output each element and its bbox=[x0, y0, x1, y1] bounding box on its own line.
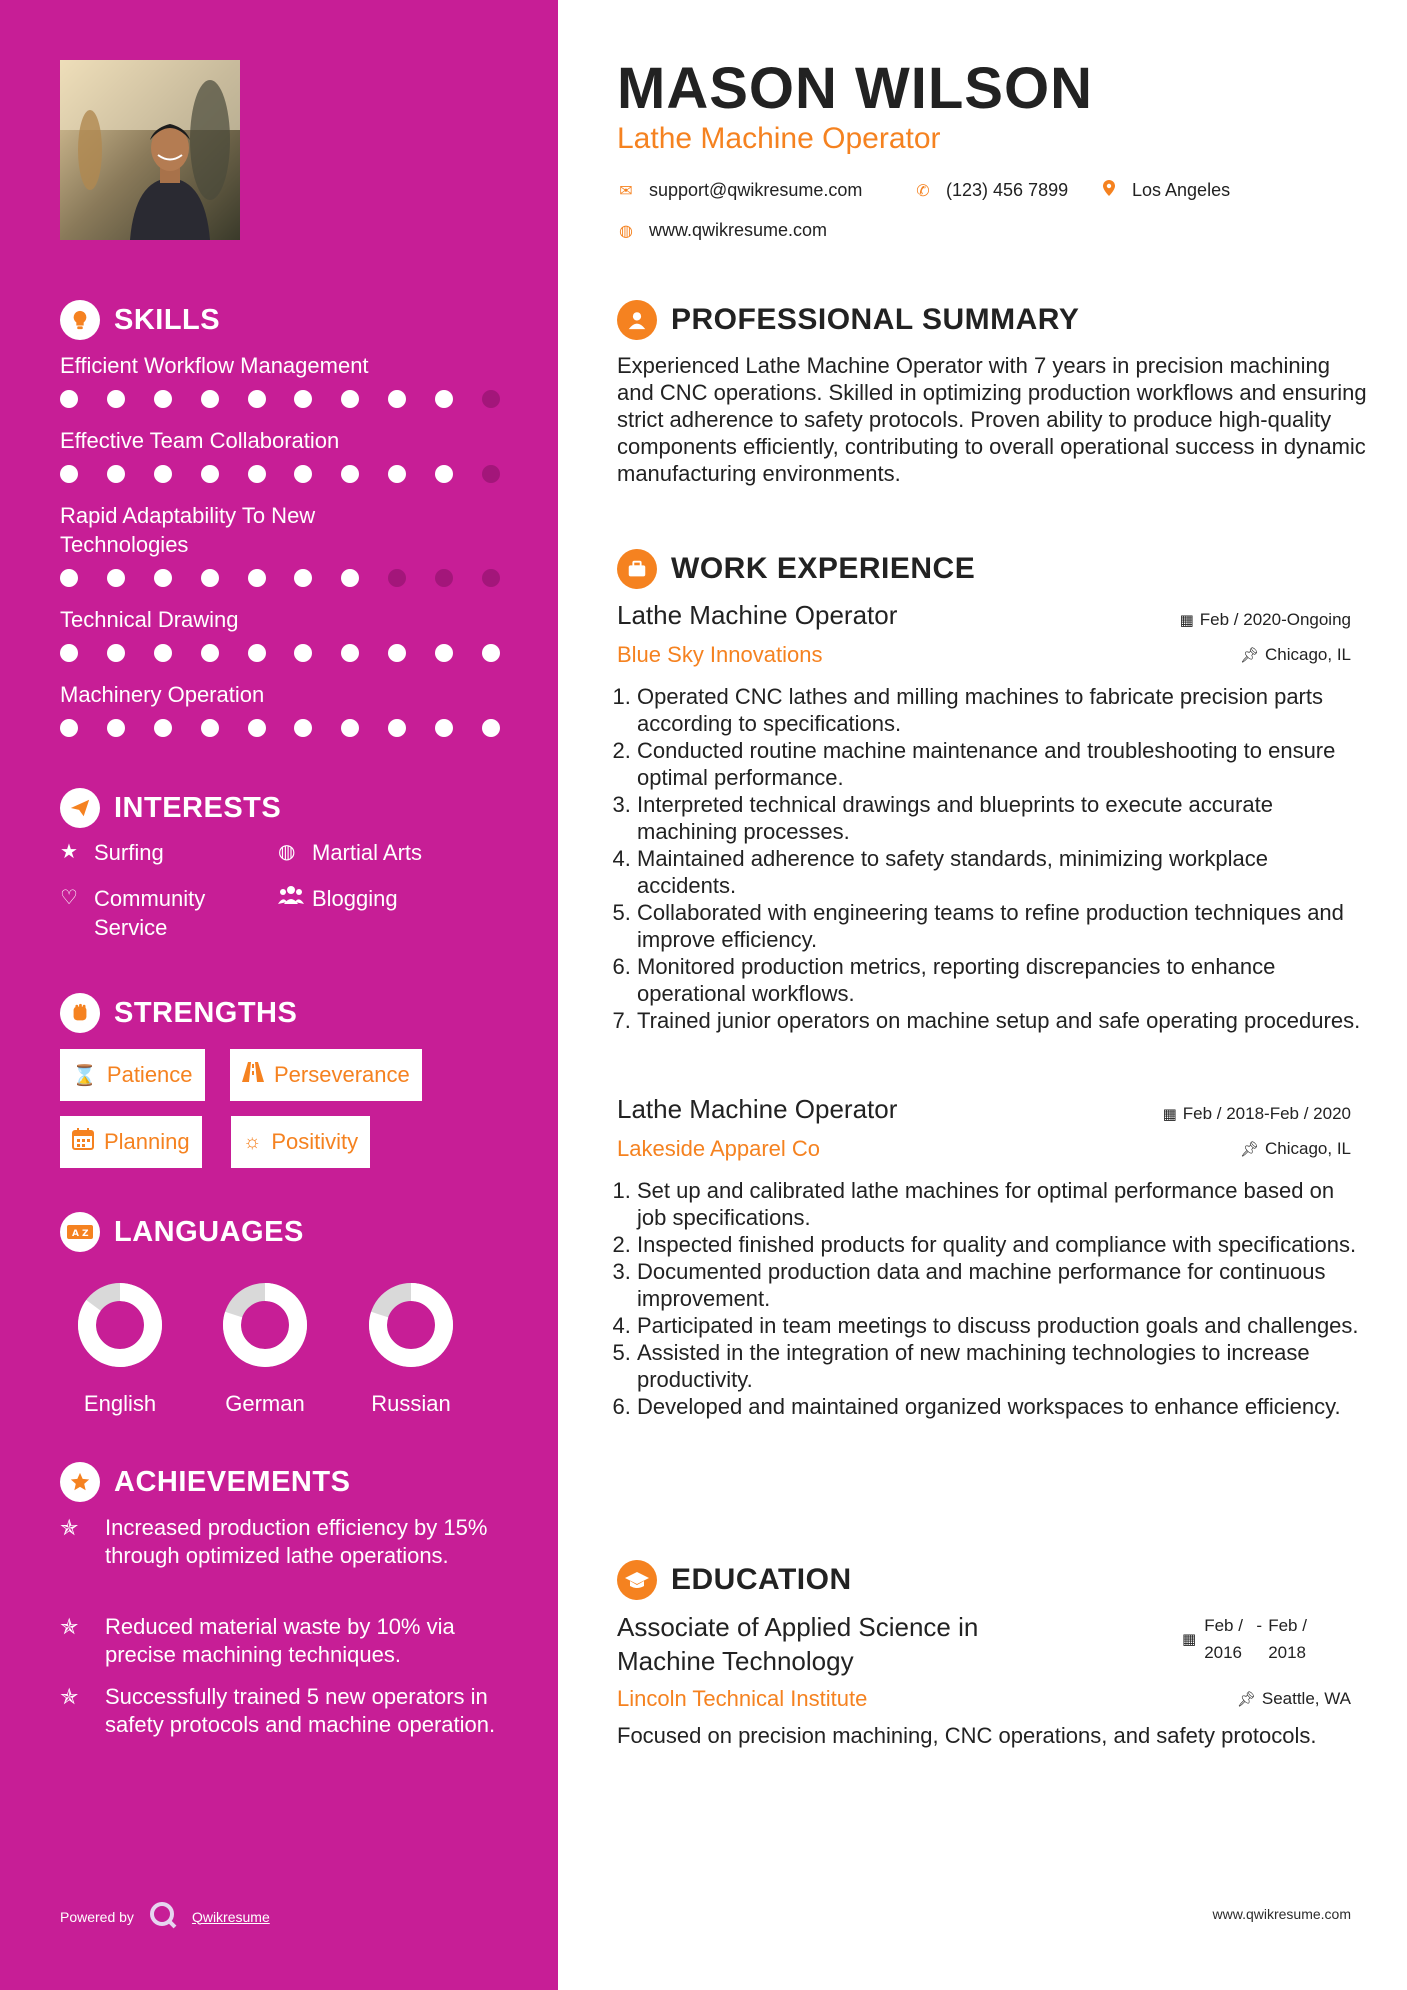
strength-label: Planning bbox=[104, 1129, 190, 1154]
star-burst-icon: ✯ bbox=[60, 1684, 79, 1709]
job-title: Lathe Machine Operator bbox=[617, 600, 898, 630]
skill-dot-filled bbox=[201, 569, 219, 587]
lightbulb-icon bbox=[60, 300, 100, 340]
interest-item bbox=[278, 884, 498, 915]
job-dates bbox=[1163, 1104, 1351, 1124]
interest-label: Community Service bbox=[94, 886, 206, 940]
skill-dot-filled bbox=[60, 465, 78, 483]
translate-icon bbox=[60, 1212, 100, 1252]
interest-label: Blogging bbox=[312, 886, 398, 911]
candidate-title: Lathe Machine Operator bbox=[617, 122, 941, 155]
skill-dot-filled bbox=[60, 390, 78, 408]
duty-item: 4. Participated in team meetings to discuss production goals and challenges. bbox=[637, 1312, 1367, 1339]
calendar-icon: ▦ bbox=[1162, 1106, 1177, 1123]
achievements-heading bbox=[60, 1462, 350, 1502]
strengths-title: STRENGTHS bbox=[114, 996, 298, 1029]
skill-dot-filled bbox=[107, 719, 125, 737]
language-ring bbox=[205, 1280, 325, 1370]
contact-email bbox=[617, 180, 862, 201]
phone-text[interactable]: (123) 456 7899 bbox=[946, 180, 1069, 200]
skill-dot-filled bbox=[248, 569, 266, 587]
skill-rating bbox=[60, 465, 500, 483]
skills-heading bbox=[60, 300, 220, 340]
phone-icon: ✆ bbox=[916, 182, 930, 200]
skill-rating bbox=[60, 569, 500, 587]
languages-heading bbox=[60, 1212, 304, 1252]
skill-dot-filled bbox=[154, 644, 172, 662]
skill-dot-filled bbox=[201, 644, 219, 662]
job-company: Blue Sky Innovations bbox=[617, 642, 823, 667]
skill-dot-filled bbox=[435, 465, 453, 483]
education-heading bbox=[617, 1560, 852, 1600]
skill-dot-filled bbox=[201, 465, 219, 483]
pushpin-icon: 📌︎ bbox=[1236, 1691, 1256, 1708]
duty-item: 3. Documented production data and machine performance for continuous improvement. bbox=[637, 1258, 1367, 1312]
language-item bbox=[60, 1280, 180, 1417]
paper-plane-icon bbox=[60, 788, 100, 828]
contact-website bbox=[617, 220, 827, 241]
skill-dot-filled bbox=[341, 719, 359, 737]
strength-badge bbox=[230, 1049, 422, 1101]
footer-website[interactable]: www.qwikresume.com bbox=[1212, 1906, 1351, 1922]
envelope-icon: ✉ bbox=[619, 182, 633, 200]
education-description: Focused on precision machining, CNC operations, and safety protocols. bbox=[617, 1723, 1317, 1748]
calendar-icon bbox=[72, 1128, 94, 1156]
strength-badge bbox=[231, 1116, 370, 1168]
achievement-item bbox=[60, 1514, 510, 1570]
summary-heading bbox=[617, 300, 1079, 340]
education-location bbox=[1237, 1689, 1351, 1709]
achievement-text: Reduced material waste by 10% via precise machining techniques. bbox=[105, 1614, 455, 1667]
skill-dot-filled bbox=[435, 644, 453, 662]
graduation-cap-icon bbox=[617, 1560, 657, 1600]
website-text[interactable]: www.qwikresume.com bbox=[649, 220, 828, 240]
skill-dot-filled bbox=[154, 390, 172, 408]
skill-dot-empty bbox=[482, 465, 500, 483]
skill-dot-filled bbox=[482, 644, 500, 662]
skill-name: Rapid Adaptability To New Technologies bbox=[60, 503, 316, 557]
skill-dot-empty bbox=[482, 569, 500, 587]
skill-dot-filled bbox=[154, 569, 172, 587]
duty-item: 5. Assisted in the integration of new machining technologies to increase productivity. bbox=[637, 1339, 1367, 1393]
experience-title: WORK EXPERIENCE bbox=[671, 552, 976, 585]
sidebar bbox=[0, 0, 558, 1990]
skill-dot-filled bbox=[154, 719, 172, 737]
skill-dot-filled bbox=[435, 390, 453, 408]
fist-icon bbox=[60, 993, 100, 1033]
interest-item bbox=[60, 838, 260, 867]
languages-title: LANGUAGES bbox=[114, 1215, 304, 1248]
skill-dot-filled bbox=[107, 569, 125, 587]
date-separator: - bbox=[1256, 1616, 1263, 1635]
duty-item: 7. Trained junior operators on machine setup and safe operating procedures. bbox=[637, 1007, 1367, 1034]
duty-item: 2. Conducted routine machine maintenance and troubleshooting to ensure optimal performance. bbox=[637, 737, 1367, 791]
skill-dot-filled bbox=[248, 390, 266, 408]
education-location-text: Seattle, WA bbox=[1261, 1689, 1351, 1708]
interests-title: INTERESTS bbox=[114, 791, 282, 824]
education-dates bbox=[1182, 1612, 1314, 1666]
skill-dot-filled bbox=[294, 644, 312, 662]
interest-item bbox=[278, 838, 498, 867]
duty-item: 1. Set up and calibrated lathe machines for optimal performance based on job specifications. bbox=[637, 1177, 1367, 1231]
skill-dot-filled bbox=[60, 569, 78, 587]
qwikresume-link[interactable]: Qwikresume bbox=[191, 1908, 270, 1925]
interests-heading bbox=[60, 788, 281, 828]
skill-dot-filled bbox=[107, 465, 125, 483]
strength-badge bbox=[60, 1049, 205, 1101]
skill-rating bbox=[60, 644, 500, 662]
duty-item: 2. Inspected finished products for quality and compliance with specifications. bbox=[637, 1231, 1367, 1258]
skill-dot-empty bbox=[482, 390, 500, 408]
skill-dot-filled bbox=[388, 644, 406, 662]
skill-dot-empty bbox=[388, 569, 406, 587]
achievements-title: ACHIEVEMENTS bbox=[114, 1465, 351, 1498]
skill-dot-filled bbox=[388, 719, 406, 737]
svg-text:Z: Z bbox=[82, 1229, 89, 1239]
contact-phone bbox=[914, 180, 1068, 201]
language-ring bbox=[351, 1280, 471, 1370]
calendar-icon: ▦ bbox=[1179, 612, 1194, 629]
road-icon bbox=[242, 1062, 264, 1088]
achievement-item bbox=[60, 1683, 510, 1739]
skill-dot-filled bbox=[107, 644, 125, 662]
calendar-icon: ▦ bbox=[1182, 1631, 1197, 1648]
skill-dot-empty bbox=[435, 569, 453, 587]
duty-item: 5. Collaborated with engineering teams to refine production techniques and improve efficiency. bbox=[637, 899, 1367, 953]
job-location-text: Chicago, IL bbox=[1265, 1139, 1351, 1158]
skill-dot-filled bbox=[294, 465, 312, 483]
job-dates-text: Feb / 2020-Ongoing bbox=[1199, 610, 1351, 629]
language-item bbox=[351, 1280, 471, 1417]
pushpin-icon: 📌︎ bbox=[1239, 1141, 1259, 1158]
svg-text:A: A bbox=[72, 1229, 79, 1239]
sun-icon: ☼ bbox=[243, 1130, 262, 1153]
star-badge-icon bbox=[60, 1462, 100, 1502]
map-pin-icon bbox=[1100, 180, 1118, 201]
hourglass-icon: ⌛ bbox=[72, 1064, 97, 1087]
achievement-text: Increased production efficiency by 15% through optimized lathe operations. bbox=[105, 1515, 488, 1568]
users-icon bbox=[278, 884, 312, 915]
job-location bbox=[1240, 645, 1351, 665]
star-icon: ★ bbox=[60, 841, 78, 863]
email-text[interactable]: support@qwikresume.com bbox=[649, 180, 863, 200]
language-name: Russian bbox=[371, 1391, 451, 1416]
education-end: Feb / 2018 bbox=[1268, 1616, 1307, 1662]
skill-dot-filled bbox=[248, 465, 266, 483]
achievement-item bbox=[60, 1613, 510, 1669]
duty-item: 6. Developed and maintained organized workspaces to enhance efficiency. bbox=[637, 1393, 1367, 1420]
language-item bbox=[205, 1280, 325, 1417]
globe-icon: ◍ bbox=[278, 841, 296, 863]
interest-label: Surfing bbox=[94, 840, 164, 865]
star-burst-icon: ✯ bbox=[60, 1614, 79, 1639]
strength-label: Positivity bbox=[271, 1129, 359, 1154]
job-location bbox=[1240, 1139, 1351, 1159]
strength-label: Patience bbox=[106, 1062, 193, 1087]
candidate-name: MASON WILSON bbox=[617, 56, 1093, 121]
skill-dot-filled bbox=[201, 390, 219, 408]
job-duties bbox=[617, 1177, 1367, 1420]
skills-title: SKILLS bbox=[114, 303, 221, 336]
skill-dot-filled bbox=[154, 465, 172, 483]
skill-dot-filled bbox=[60, 644, 78, 662]
skill-dot-filled bbox=[341, 569, 359, 587]
star-burst-icon: ✯ bbox=[60, 1515, 79, 1540]
skill-dot-filled bbox=[482, 719, 500, 737]
achievement-text: Successfully trained 5 new operators in safety protocols and machine operation. bbox=[105, 1684, 496, 1737]
strength-badge bbox=[60, 1116, 202, 1168]
skill-name: Effective Team Collaboration bbox=[60, 428, 340, 453]
job-location-text: Chicago, IL bbox=[1265, 645, 1351, 664]
skill-rating bbox=[60, 390, 500, 408]
skill-name: Efficient Workflow Management bbox=[60, 353, 369, 378]
main-content bbox=[558, 0, 1407, 1990]
interest-item bbox=[60, 884, 260, 942]
education-start: Feb / 2016 bbox=[1204, 1616, 1243, 1662]
duty-item: 3. Interpreted technical drawings and blueprints to execute accurate machining processes. bbox=[637, 791, 1367, 845]
duty-item: 1. Operated CNC lathes and milling machines to fabricate precision parts according to specifications. bbox=[637, 683, 1367, 737]
powered-by bbox=[60, 1900, 270, 1933]
globe-icon: ◍ bbox=[619, 222, 633, 240]
skill-dot-filled bbox=[201, 719, 219, 737]
job-title: Lathe Machine Operator bbox=[617, 1094, 898, 1124]
strengths-heading bbox=[60, 993, 297, 1033]
location-text: Los Angeles bbox=[1132, 180, 1231, 200]
heart-hands-icon: ♡ bbox=[60, 887, 78, 909]
job-dates bbox=[1180, 610, 1351, 630]
skill-dot-filled bbox=[388, 390, 406, 408]
education-title: EDUCATION bbox=[671, 1563, 852, 1596]
skill-dot-filled bbox=[248, 644, 266, 662]
skill-dot-filled bbox=[294, 569, 312, 587]
skill-rating bbox=[60, 719, 500, 737]
job-duties bbox=[617, 683, 1367, 1034]
school-name: Lincoln Technical Institute bbox=[617, 1686, 868, 1711]
experience-heading bbox=[617, 549, 975, 589]
qwikresume-logo-icon bbox=[148, 1900, 178, 1933]
interest-label: Martial Arts bbox=[312, 840, 423, 865]
degree-title: Associate of Applied Science in Machine Technology bbox=[617, 1612, 979, 1676]
skill-dot-filled bbox=[60, 719, 78, 737]
user-icon bbox=[617, 300, 657, 340]
language-name: German bbox=[225, 1391, 305, 1416]
profile-photo-image bbox=[60, 60, 240, 240]
pushpin-icon: 📌︎ bbox=[1239, 647, 1259, 664]
skill-dot-filled bbox=[388, 465, 406, 483]
job-dates-text: Feb / 2018-Feb / 2020 bbox=[1182, 1104, 1351, 1123]
skill-name: Technical Drawing bbox=[60, 607, 239, 632]
briefcase-icon bbox=[617, 549, 657, 589]
job-company: Lakeside Apparel Co bbox=[617, 1136, 821, 1161]
language-name: English bbox=[83, 1391, 157, 1416]
skill-dot-filled bbox=[248, 719, 266, 737]
skill-dot-filled bbox=[341, 465, 359, 483]
contact-location bbox=[1100, 180, 1230, 201]
summary-text: Experienced Lathe Machine Operator with 7 years in precision machining and CNC operations. Skilled in optimizing production workflows and ensuring strict adherence to safety protocols. Proven ability to produce high-quality components efficiently, contributing to overall operational success in dynamic manufacturing environments. bbox=[617, 353, 1367, 486]
powered-by-label: Powered by bbox=[60, 1908, 134, 1925]
skill-dot-filled bbox=[435, 719, 453, 737]
skill-name: Machinery Operation bbox=[60, 682, 265, 707]
language-ring bbox=[60, 1280, 180, 1370]
skill-dot-filled bbox=[294, 390, 312, 408]
strength-label: Perseverance bbox=[274, 1062, 410, 1087]
duty-item: 4. Maintained adherence to safety standards, minimizing workplace accidents. bbox=[637, 845, 1367, 899]
skill-dot-filled bbox=[341, 644, 359, 662]
duty-item: 6. Monitored production metrics, reporting discrepancies to enhance operational workflows. bbox=[637, 953, 1367, 1007]
skill-dot-filled bbox=[107, 390, 125, 408]
summary-title: PROFESSIONAL SUMMARY bbox=[671, 303, 1080, 336]
skill-dot-filled bbox=[294, 719, 312, 737]
skill-dot-filled bbox=[341, 390, 359, 408]
profile-photo bbox=[60, 60, 240, 240]
